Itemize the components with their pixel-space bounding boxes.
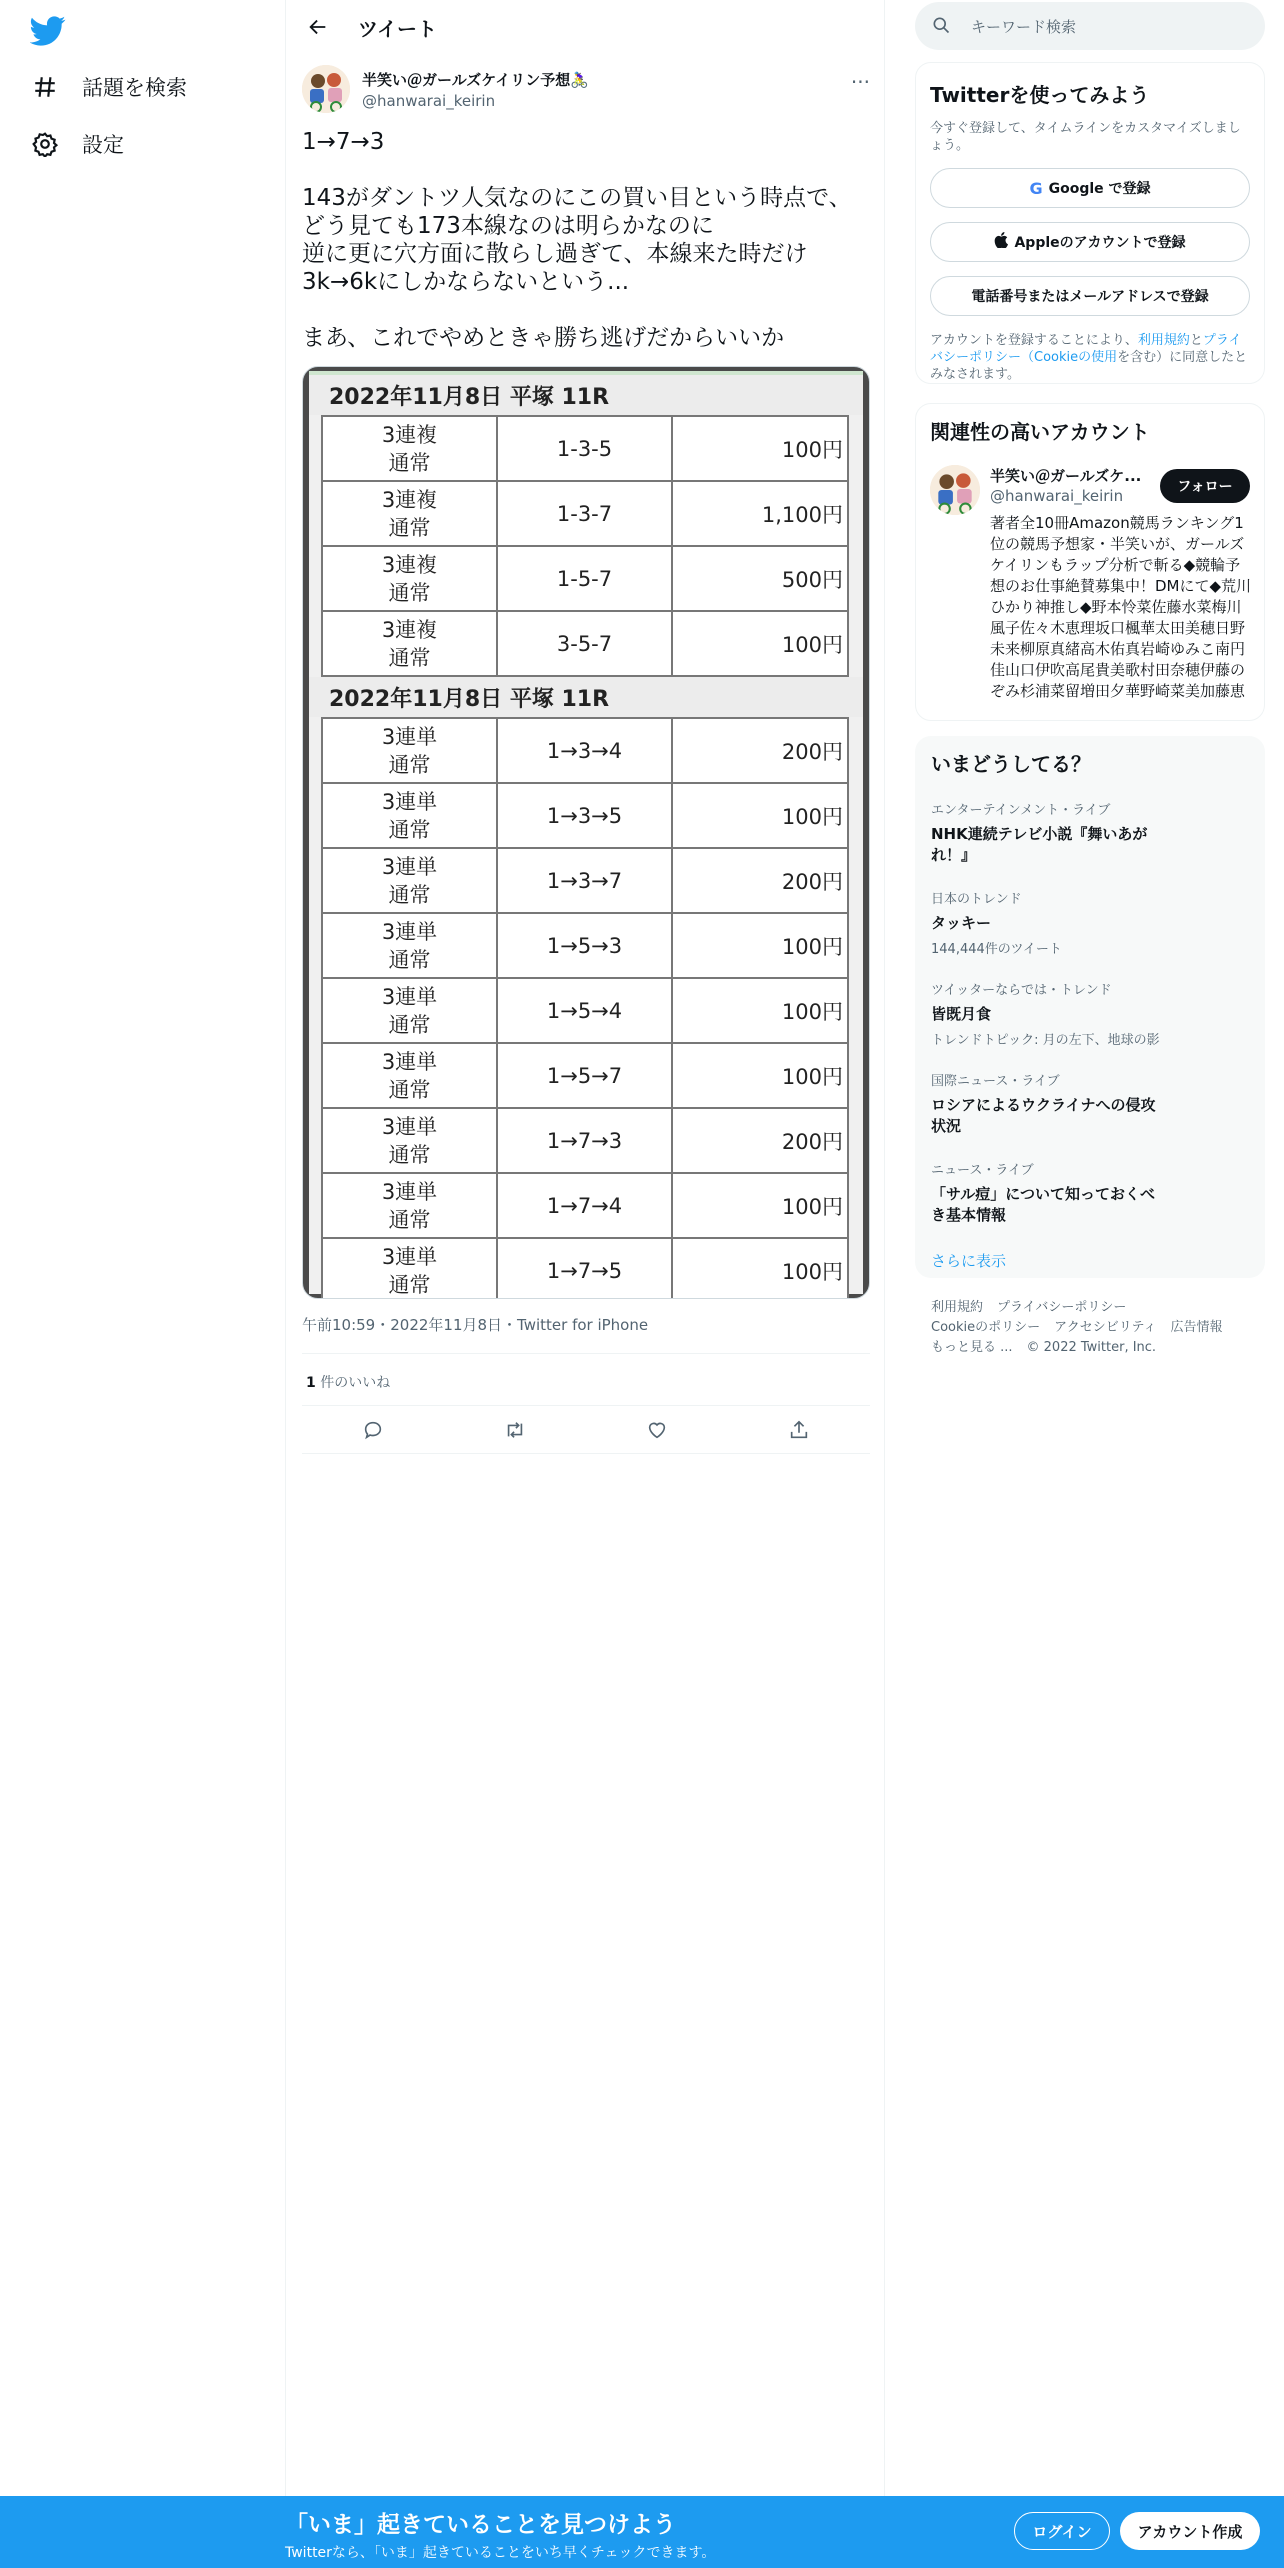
bet-combo: 1→7→5 [497,1238,672,1299]
bet-mode: 通常 [388,645,431,670]
trend-name: 皆既月食 [931,1005,992,1023]
share-icon[interactable] [787,1418,811,1442]
bottom-bar-title: 「いま」起きていることを見つけよう [285,2512,676,2538]
signup-subtitle: 今すぐ登録して、タイムラインをカスタマイズしましょう。 [930,121,1241,153]
bet-row [322,481,848,546]
race2-table [321,717,849,1299]
bet-amount: 100円 [672,1238,848,1299]
terms-link[interactable]: 利用規約 [1137,333,1190,348]
author-handle[interactable]: @hanwarai_keirin [362,91,496,110]
tweet-author [302,64,870,114]
nav-explore[interactable] [30,63,187,111]
bet-combo: 1→5→3 [497,913,672,978]
phone-email-signup-label: 電話番号またはメールアドレスで登録 [971,289,1209,305]
like-icon[interactable] [645,1418,669,1442]
bet-mode: 通常 [388,752,431,777]
race1-header: 2022年11月8日 平塚 11R [309,375,863,415]
bet-kind [322,546,497,611]
trend-item[interactable] [931,1159,1249,1226]
trend-item[interactable] [931,799,1249,866]
bet-amount: 100円 [672,1173,848,1238]
bet-kind [322,611,497,676]
trend-name: ロシアによるウクライナへの侵攻状況 [931,1096,1156,1135]
show-more-link[interactable]: さらに表示 [931,1252,1007,1270]
twitter-logo-icon[interactable] [30,12,66,48]
bet-kind [322,978,497,1043]
bet-row [322,783,848,848]
author-avatar[interactable] [302,65,350,113]
bet-kind [322,481,497,546]
bet-amount: 100円 [672,611,848,676]
back-arrow-icon[interactable] [298,7,338,47]
bet-mode: 通常 [388,580,431,605]
nav-settings[interactable] [30,120,124,168]
likes-count[interactable] [306,1372,390,1392]
google-signup-button[interactable] [930,168,1250,208]
bet-type: 3連単 [381,1179,438,1204]
legal-text: アカウントを登録することにより、 [930,333,1138,348]
bet-mode: 通常 [388,817,431,842]
bet-type: 3連単 [381,1049,438,1074]
bet-type: 3連単 [381,919,438,944]
bet-row [322,848,848,913]
bet-combo: 1→7→4 [497,1173,672,1238]
bet-amount: 100円 [672,1043,848,1108]
bet-combo: 1→3→4 [497,718,672,783]
nav-explore-label: 話題を検索 [82,76,187,100]
trend-item[interactable] [931,888,1249,957]
apple-signup-button[interactable] [930,222,1250,262]
search-input[interactable] [915,2,1265,50]
bet-amount: 200円 [672,718,848,783]
race1-table [321,415,849,677]
left-sidebar [0,0,285,2500]
divider [302,1405,870,1406]
signup-card [915,62,1265,384]
bet-mode: 通常 [388,882,431,907]
related-account[interactable] [930,465,1250,715]
signup-title: Twitterを使ってみよう [930,83,1150,107]
footer [931,1298,1261,1358]
trend-name: タッキー [931,914,992,932]
bet-kind [322,783,497,848]
divider [302,1353,870,1354]
tweet-meta[interactable]: 午前10:59・2022年11月8日・Twitter for iPhone [302,1316,649,1334]
tweet-text: 1→7→3 143がダントツ人気なのにこの買い目という時点で、 どう見ても173本線なのは明らかなのに 逆に更に穴方面に散らし過ぎて、本線来た時だけ 3k→6kにしかならないという... まあ、これでやめときゃ勝ち逃げだからいいか [302,129,852,351]
bet-kind [322,416,497,481]
bet-type: 3連単 [381,1244,438,1269]
bet-combo: 1→7→3 [497,1108,672,1173]
bet-mode: 通常 [388,1077,431,1102]
bet-row [322,416,848,481]
bet-row [322,978,848,1043]
search-placeholder: キーワード検索 [971,17,1077,36]
likes-label: 件のいいね [320,1375,391,1391]
bet-combo: 1→5→7 [497,1043,672,1108]
bet-type: 3連単 [381,724,438,749]
footer-link[interactable]: 利用規約 [931,1300,984,1315]
trend-context: ツイッターならでは・トレンド [931,983,1112,998]
bet-type: 3連単 [381,854,438,879]
related-title: 関連性の高いアカウント [930,420,1150,444]
bet-amount: 100円 [672,783,848,848]
bottom-bar-subtitle: Twitterなら、「いま」起きていることをいち早くチェックできます。 [285,2545,716,2561]
bet-combo: 1→3→5 [497,783,672,848]
trend-context: 国際ニュース・ライブ [931,1074,1060,1089]
tweet [302,64,870,352]
related-name[interactable]: 半笑い＠ガールズケ... [990,467,1142,485]
bet-combo: 1→5→4 [497,978,672,1043]
bet-mode: 通常 [388,1012,431,1037]
retweet-icon[interactable] [503,1418,527,1442]
create-account-button[interactable]: アカウント作成 [1120,2512,1260,2550]
bet-kind [322,1238,497,1299]
hashtag-icon [30,72,60,102]
bet-combo: 1→3→7 [497,848,672,913]
bet-kind [322,1108,497,1173]
bet-amount: 200円 [672,1108,848,1173]
bet-amount: 500円 [672,546,848,611]
bet-row [322,718,848,783]
bet-type: 3連複 [381,487,438,512]
footer-more-link[interactable]: もっと見る ... [931,1340,1013,1355]
reply-icon[interactable] [361,1418,385,1442]
bet-mode: 通常 [388,450,431,475]
bet-type: 3連単 [381,789,438,814]
bet-combo: 1-3-7 [497,481,672,546]
apple-signup-label: Appleのアカウントで登録 [1014,235,1186,251]
bet-type: 3連単 [381,1114,438,1139]
privacy-link[interactable]: プライバシーポリシー（Cookieの使用 [930,333,1242,365]
gear-icon [30,129,60,159]
footer-link[interactable]: 広告情報 [1170,1320,1223,1335]
signup-legal [930,332,1250,383]
bet-kind [322,718,497,783]
bet-row [322,913,848,978]
author-name[interactable]: 半笑い＠ガールズケイリン予想🚴‍♀️ [362,70,589,89]
bet-row [322,611,848,676]
footer-link[interactable]: アクセシビリティ [1054,1320,1157,1335]
trend-context: エンターテインメント・ライブ [931,803,1111,818]
bet-row [322,1238,848,1299]
tweet-actions [302,1410,870,1450]
trends-card [915,736,1265,1278]
related-handle[interactable]: @hanwarai_keirin [990,487,1124,505]
bet-mode: 通常 [388,1207,431,1232]
phone-email-signup-button[interactable] [930,276,1250,316]
trend-context: 日本のトレンド [931,892,1022,907]
bet-row [322,1173,848,1238]
bet-type: 3連複 [381,422,438,447]
trend-extra: トレンドトピック: 月の左下、地球の影 [931,1033,1160,1048]
related-bio: 著者全10冊Amazon競馬ランキング1位の競馬予想家・半笑いが、ガールズケイリンもラップ分析で斬る◆競輪予想のお仕事絶賛募集中！DMにて◆荒川ひかり神推し◆野本怜菜佐藤水菜梅川風子佐々木恵理坂口楓華太田美穂日野未来柳原真緒高木佑真岩崎ゆみこ南円佳山口伊吹高尾貴美歌村田奈穂伊藤のぞみ杉浦菜留増田夕華野崎菜美加藤恵 [990,514,1252,700]
tweet-image[interactable] [302,366,870,1299]
footer-link[interactable]: プライバシーポリシー [997,1300,1127,1315]
bet-kind [322,1173,497,1238]
trend-extra: 144,444件のツイート [931,942,1062,957]
search-icon [931,15,953,37]
bet-type: 3連複 [381,617,438,642]
divider [302,1453,870,1454]
likes-number: 1 [306,1375,316,1391]
trend-name: NHK連続テレビ小説『舞いあがれ！』 [931,825,1148,864]
bet-row [322,546,848,611]
page-title: ツイート [358,16,437,41]
bet-combo: 1-5-7 [497,546,672,611]
bet-kind [322,913,497,978]
google-icon: G [1029,178,1043,198]
legal-text: を含む）に同意したとみなされます。 [930,350,1248,382]
related-avatar[interactable] [930,465,980,515]
bet-amount: 200円 [672,848,848,913]
login-button[interactable]: ログイン [1014,2512,1110,2550]
bet-amount: 100円 [672,978,848,1043]
bet-kind [322,848,497,913]
bet-kind [322,1043,497,1108]
bet-mode: 通常 [388,515,431,540]
footer-link[interactable]: Cookieのポリシー [931,1320,1041,1335]
trend-context: ニュース・ライブ [931,1163,1034,1178]
bet-amount: 100円 [672,913,848,978]
bottom-signup-bar [0,2496,1284,2568]
copyright: © 2022 Twitter, Inc. [1026,1340,1157,1355]
bet-mode: 通常 [388,1272,431,1297]
bet-combo: 1-3-5 [497,416,672,481]
bet-amount: 1,100円 [672,481,848,546]
trend-name: 「サル痘」について知っておくべき基本情報 [931,1185,1155,1224]
nav-settings-label: 設定 [82,133,124,157]
main-header [286,0,886,54]
bet-amount: 100円 [672,416,848,481]
follow-button[interactable]: フォロー [1160,469,1250,503]
main-column [285,0,885,2500]
bet-mode: 通常 [388,1142,431,1167]
betting-slip [309,371,863,1297]
race2-header: 2022年11月8日 平塚 11R [309,677,863,717]
bet-combo: 3-5-7 [497,611,672,676]
trend-item[interactable] [931,979,1249,1048]
related-accounts-card [915,403,1265,721]
bet-type: 3連複 [381,552,438,577]
bet-row [322,1108,848,1173]
bet-mode: 通常 [388,947,431,972]
bet-type: 3連単 [381,984,438,1009]
trend-item[interactable] [931,1070,1249,1137]
more-options-icon[interactable]: ··· [850,70,870,94]
bet-row [322,1043,848,1108]
trends-title: いまどうしてる？ [931,752,1091,776]
legal-text: と [1189,333,1203,348]
apple-icon [994,232,1008,252]
google-signup-label: Google で登録 [1048,181,1151,197]
